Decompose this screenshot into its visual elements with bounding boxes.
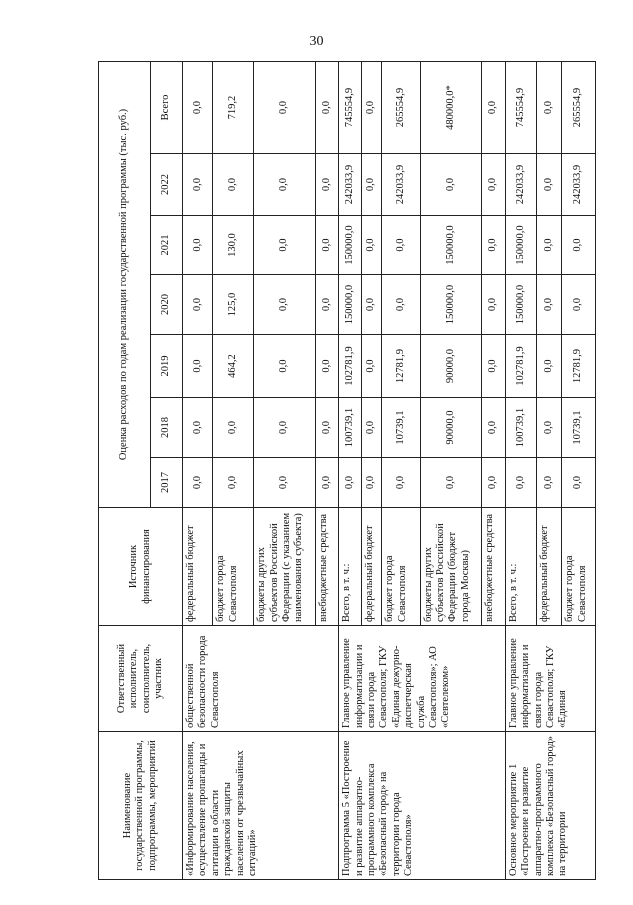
value-cell: 0,0 [382,216,420,275]
value-cell: 0,0 [537,216,562,275]
header-year: 2019 [151,335,183,398]
value-cell: 125,0 [213,275,254,335]
value-cell: 0,0 [183,458,213,508]
value-cell: 0,0 [361,398,381,458]
total-cell: 0,0 [315,61,339,153]
value-cell: 464,2 [213,335,254,398]
value-cell: 0,0 [361,458,381,508]
value-cell: 0,0 [562,458,596,508]
value-cell: 102781,9 [339,335,362,398]
table-container [98,62,596,880]
value-cell: 242033,9 [505,154,537,216]
value-cell: 0,0 [361,275,381,335]
header-year: 2021 [151,216,183,275]
program-name-cell: Подпрограмма 5 «Построение и развитие аппаратно-программного комплекса «Безопасный город» на территории города Севастополя» [339,732,506,880]
header-year: 2017 [151,458,183,508]
value-cell: 0,0 [482,458,506,508]
value-cell: 0,0 [537,458,562,508]
value-cell: 0,0 [254,458,316,508]
value-cell: 0,0 [382,458,420,508]
header-program-name: Наименование государственной программы, подпрограммы, мероприятий [99,732,183,880]
value-cell: 0,0 [315,398,339,458]
table-row [183,61,213,879]
total-cell: 0,0 [361,61,381,153]
value-cell: 150000,0 [420,275,482,335]
total-cell: 745554,9 [339,61,362,153]
value-cell: 0,0 [382,275,420,335]
header-year: 2018 [151,398,183,458]
value-cell: 0,0 [183,275,213,335]
total-cell: 0,0 [183,61,213,153]
value-cell: 242033,9 [382,154,420,216]
value-cell: 0,0 [315,458,339,508]
table-body [183,61,596,879]
table-row [339,61,362,879]
value-cell: 0,0 [482,154,506,216]
total-cell: 719,2 [213,61,254,153]
total-cell: 265554,9 [382,61,420,153]
value-cell: 0,0 [505,458,537,508]
value-cell: 0,0 [482,398,506,458]
total-cell: 0,0 [482,61,506,153]
funding-source-cell: федеральный бюджет [537,508,562,626]
value-cell: 10739,1 [382,398,420,458]
value-cell: 100739,1 [339,398,362,458]
value-cell: 0,0 [183,154,213,216]
header-funding-source: Источник финансирования [99,508,183,626]
header-total: Всего [151,61,183,153]
value-cell: 242033,9 [562,154,596,216]
table-row [505,61,537,879]
rotated-table-wrapper [98,62,596,880]
value-cell: 0,0 [183,216,213,275]
funding-source-cell: бюджеты других субъектов Российской Федерации (с указанием наименования субъекта) [254,508,316,626]
value-cell: 150000,0 [420,216,482,275]
value-cell: 0,0 [537,275,562,335]
value-cell: 0,0 [315,216,339,275]
value-cell: 150000,0 [339,275,362,335]
value-cell: 0,0 [420,154,482,216]
funding-source-cell: внебюджетные средства [482,508,506,626]
value-cell: 130,0 [213,216,254,275]
value-cell: 90000,0 [420,398,482,458]
value-cell: 0,0 [254,216,316,275]
total-cell: 265554,9 [562,61,596,153]
program-name-cell: «Информирование населения, осуществление пропаганды и агитации в области гражданской защиты населения от чрезвычайных ситуаций» [183,732,339,880]
value-cell: 0,0 [361,216,381,275]
total-cell: 0,0 [537,61,562,153]
value-cell: 12781,9 [562,335,596,398]
value-cell: 0,0 [315,154,339,216]
total-cell: 0,0 [254,61,316,153]
value-cell: 0,0 [254,275,316,335]
total-cell: 480000,0* [420,61,482,153]
funding-source-cell: внебюджетные средства [315,508,339,626]
program-name-cell: Основное мероприятие 1 «Построение и развитие аппаратно-программного комплекса «Безопасный город» на территории [505,732,595,880]
value-cell: 150000,0 [339,216,362,275]
funding-source-cell: бюджеты других субъектов Российской Федерации (бюджет города Москвы) [420,508,482,626]
value-cell: 0,0 [537,154,562,216]
value-cell: 0,0 [482,335,506,398]
value-cell: 242033,9 [339,154,362,216]
value-cell: 0,0 [315,275,339,335]
value-cell: 0,0 [562,275,596,335]
header-estimate: Оценка расходов по годам реализации государственной программы (тыс. руб.) [99,61,151,507]
value-cell: 150000,0 [505,275,537,335]
value-cell: 0,0 [213,154,254,216]
value-cell: 0,0 [361,154,381,216]
header-year: 2022 [151,154,183,216]
funding-source-cell: бюджет города Севастополя [382,508,420,626]
total-cell: 745554,9 [505,61,537,153]
value-cell: 0,0 [254,398,316,458]
executor-cell: Главное управление информатизации и связи города Севастополя; ГКУ «Единая [505,626,595,732]
value-cell: 0,0 [537,398,562,458]
funding-source-cell: федеральный бюджет [183,508,213,626]
funding-source-cell: бюджет города Севастополя [213,508,254,626]
header-executor: Ответственный исполнитель, соисполнитель, участник [99,626,183,732]
funding-source-cell: Всего, в т. ч.: [505,508,537,626]
funding-source-cell: бюджет города Севастополя [562,508,596,626]
value-cell: 0,0 [213,458,254,508]
value-cell: 12781,9 [382,335,420,398]
value-cell: 102781,9 [505,335,537,398]
funding-source-cell: Всего, в т. ч.: [339,508,362,626]
value-cell: 0,0 [213,398,254,458]
value-cell: 0,0 [183,398,213,458]
header-year: 2020 [151,275,183,335]
value-cell: 0,0 [183,335,213,398]
executor-cell: общественной безопасности города Севастополя [183,626,339,732]
value-cell: 150000,0 [505,216,537,275]
value-cell: 0,0 [537,335,562,398]
value-cell: 0,0 [315,335,339,398]
funding-source-cell: федеральный бюджет [361,508,381,626]
value-cell: 0,0 [482,275,506,335]
value-cell: 0,0 [339,458,362,508]
value-cell: 0,0 [361,335,381,398]
value-cell: 0,0 [420,458,482,508]
executor-cell: Главное управление информатизации и связи города Севастополя; ГКУ «Единая дежурно-диспетчерская служба Севастополя»; АО «Севтелеком» [339,626,506,732]
value-cell: 0,0 [254,154,316,216]
value-cell: 10739,1 [562,398,596,458]
value-cell: 0,0 [254,335,316,398]
value-cell: 0,0 [482,216,506,275]
page-number: 30 [309,34,324,49]
value-cell: 90000,0 [420,335,482,398]
budget-table [98,61,596,880]
value-cell: 0,0 [562,216,596,275]
value-cell: 100739,1 [505,398,537,458]
